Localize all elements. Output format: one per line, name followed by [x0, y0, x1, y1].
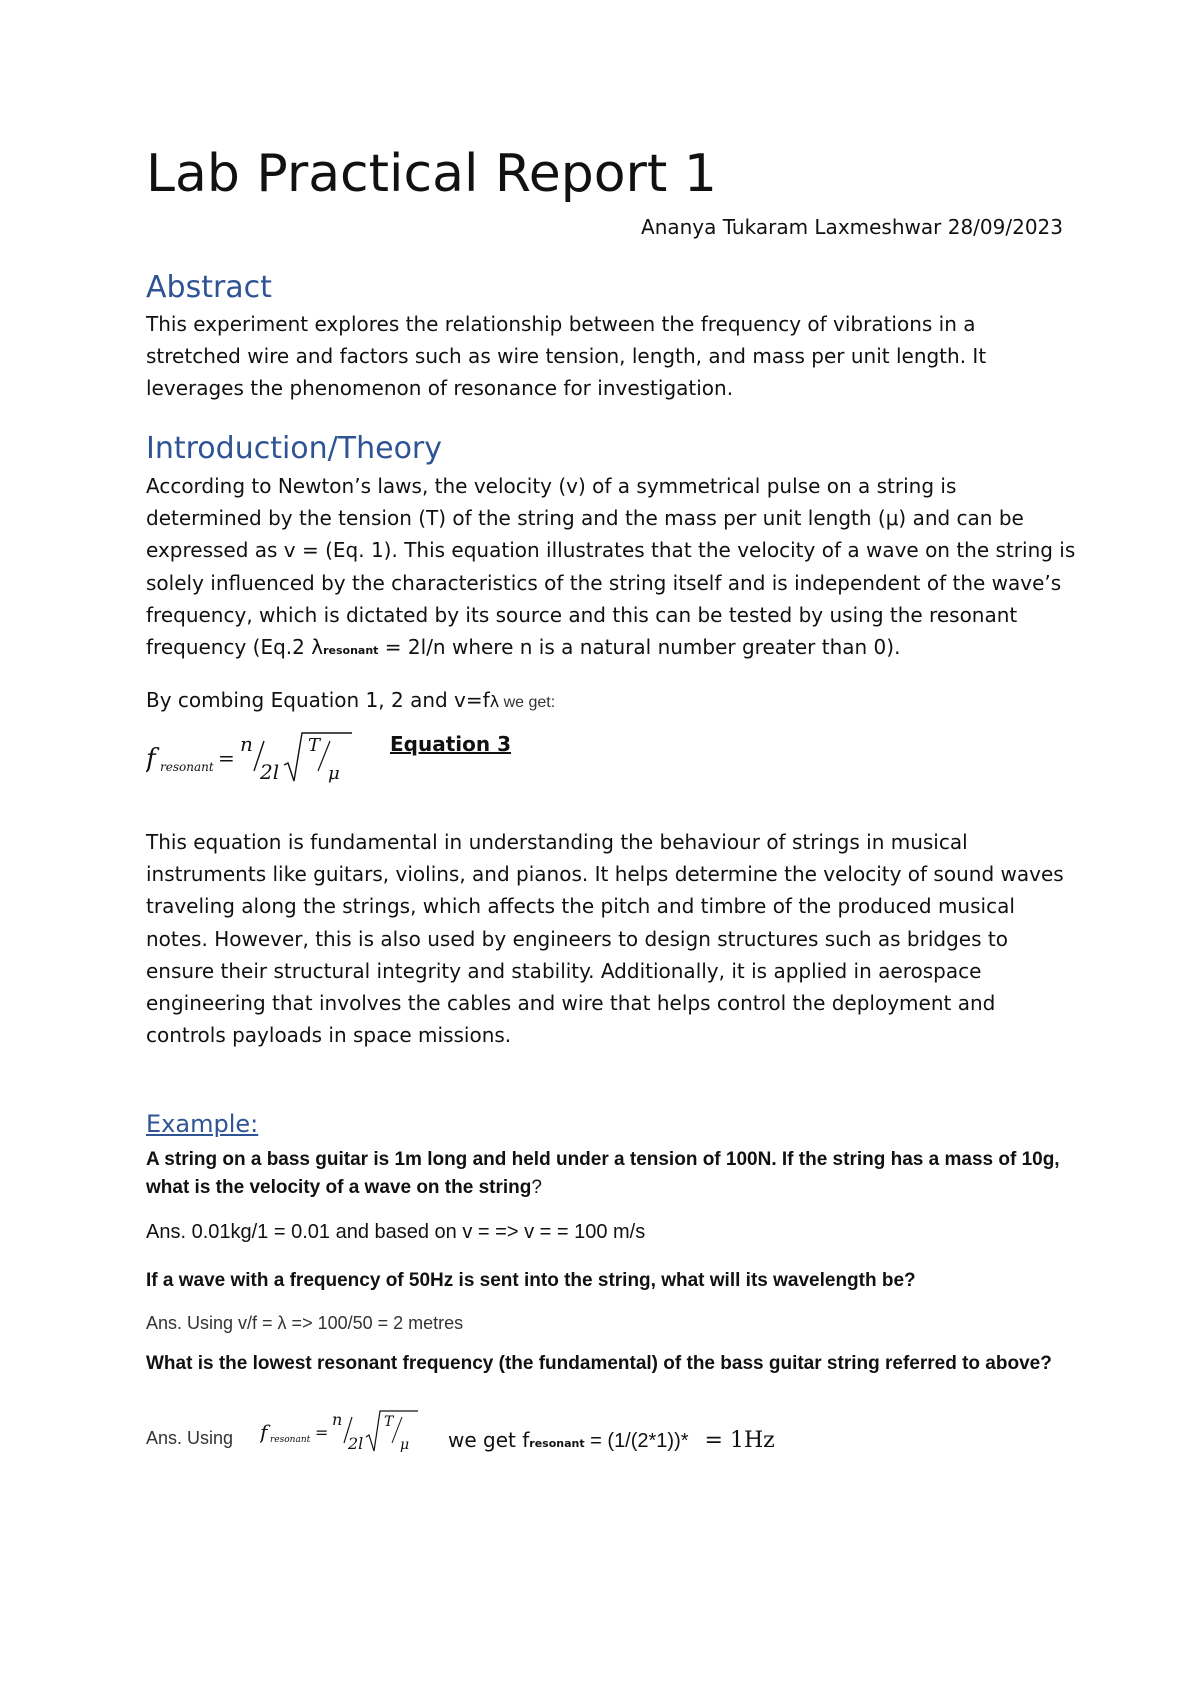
author-date: Ananya Tukaram Laxmeshwar 28/09/2023: [641, 215, 1063, 239]
question-1: A string on a bass guitar is 1m long and held under a tension of 100N. If the string has a mass of 10g, what is the velocity of a wave on the string?: [146, 1149, 1060, 1198]
resonant-frequency-formula: [146, 725, 366, 787]
intro-paragraph-1: According to Newton’s laws, the velocity (v) of a symmetrical pulse on a string is determined by the tension (T) of the string and the mass per unit length (μ) and can be expressed as v = (Eq. 1). This equation illustrates that the velocity of a wave on the string is solely influenced by the characteristics of the string itself and is independent of the wave’s frequency, which is dictated by its source and this can be tested by using the resonant frequency (Eq.2 λresonant = 2l/n where n is a natural number greater than 0).: [146, 474, 1076, 660]
intro-heading: Introduction/Theory: [146, 431, 443, 466]
answer-1: Ans. 0.01kg/1 = 0.01 and based on v = => v = = 100 m/s: [146, 1221, 646, 1243]
svg-text:=: =: [218, 746, 235, 770]
svg-text:f: f: [260, 1420, 268, 1444]
example-heading: Example:: [146, 1110, 259, 1138]
abstract-text: This experiment explores the relationship between the frequency of vibrations in a stretched wire and factors such as wire tension, length, and mass per unit length. It leverages the phenomenon of resonance for investigation.: [146, 312, 987, 401]
formula-subscript: resonant: [160, 760, 214, 774]
svg-text:n: n: [240, 732, 253, 756]
answer-2: Ans. Using v/f = λ => 100/50 = 2 metres: [146, 1313, 464, 1333]
answer-3-formula: [260, 1405, 430, 1457]
question-2: If a wave with a frequency of 50Hz is sent into the string, what will its wavelength be?: [146, 1270, 916, 1291]
equation-3-label: Equation 3: [390, 732, 511, 756]
abstract-heading: Abstract: [146, 270, 272, 305]
question-3: What is the lowest resonant frequency (the fundamental) of the bass guitar string referred to above?: [146, 1353, 1052, 1374]
combining-line: By combing Equation 1, 2 and v=fλ we get:: [146, 688, 556, 712]
equation-3-formula: [146, 725, 366, 787]
svg-text:T: T: [384, 1414, 394, 1430]
svg-text:n: n: [332, 1410, 343, 1429]
svg-text:μ: μ: [400, 1437, 410, 1453]
svg-text:2l: 2l: [348, 1434, 364, 1453]
svg-text:2l: 2l: [260, 760, 280, 784]
document-title: Lab Practical Report 1: [146, 144, 717, 204]
answer-3-prefix: Ans. Using: [146, 1428, 234, 1448]
intro-paragraph-2: This equation is fundamental in understanding the behaviour of strings in musical instruments like guitars, violins, and pianos. It helps determine the velocity of sound waves traveling along the strings, which affects the pitch and timbre of the produced musical notes. However, this is also used by engineers to design structures such as bridges to ensure their structural integrity and stability. Additionally, it is applied in aerospace engineering that involves the cables and wire that helps control the deployment and controls payloads in space missions.: [146, 830, 1064, 1048]
svg-text:=: =: [315, 1423, 329, 1442]
svg-text:resonant: resonant: [270, 1435, 311, 1445]
svg-text:T: T: [308, 735, 321, 756]
svg-text:μ: μ: [328, 763, 340, 784]
formula-f: f: [146, 744, 156, 774]
answer-3-result: we get fresonant = (1/(2*1))* = 1Hz: [448, 1428, 775, 1453]
resonant-frequency-formula-small: [260, 1405, 430, 1457]
